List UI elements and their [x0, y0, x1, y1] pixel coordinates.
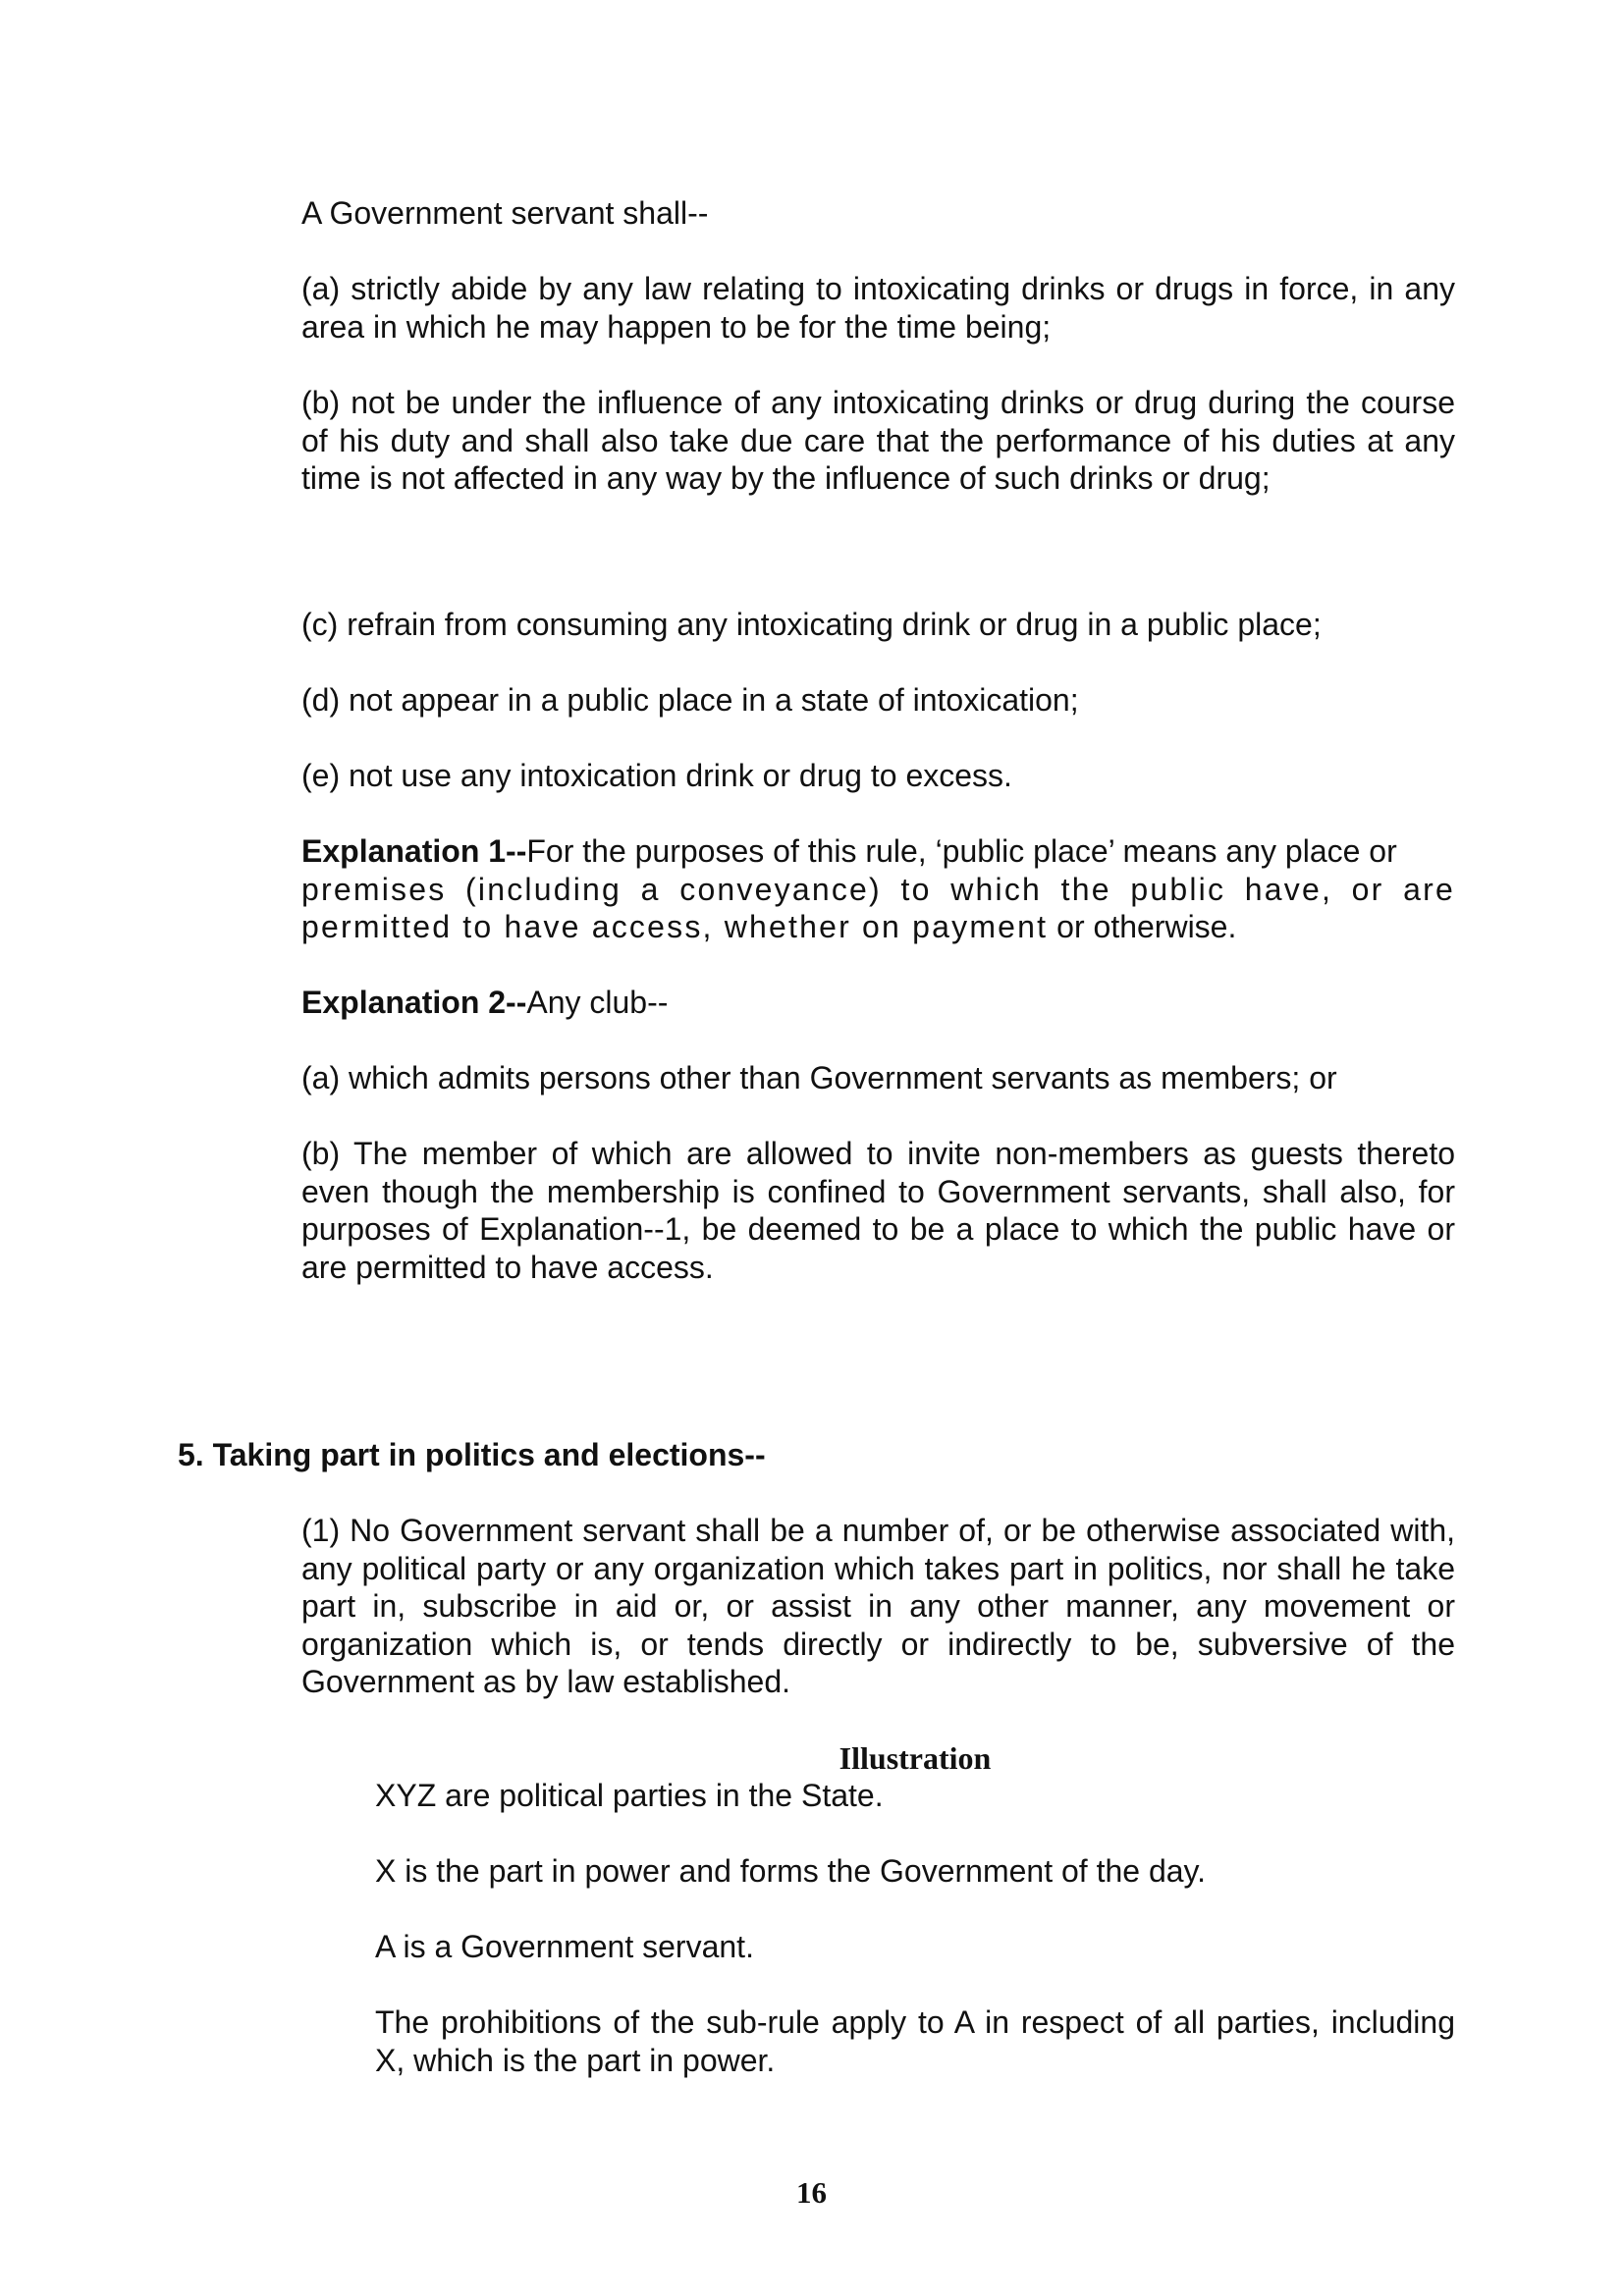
- section-5-heading: 5. Taking part in politics and elections--: [178, 1437, 766, 1472]
- explanation-1: [301, 832, 1455, 946]
- section-5-para-1: (1) No Government servant shall be a number of, or be otherwise associated with, any political party or any organization which takes part in politics, nor shall he take part in, subscribe in aid or, or assist in any other manner, any movement or organization which is, or tends directly or indirectly to be, subversive of the Government as by law established.: [301, 1513, 1455, 1699]
- explanation-2-label: Explanation 2--: [301, 985, 527, 1020]
- explanation-2-clause-b: (b) The member of which are allowed to invite non-members as guests thereto even though the membership is confined to Government servants, shall also, for purposes of Explanation--1, be deemed to be a place to which the public have or are permitted to have access.: [301, 1136, 1455, 1285]
- clause-c: (c) refrain from consuming any intoxicating drink or drug in a public place;: [301, 607, 1322, 642]
- illustration-title: Illustration: [839, 1740, 992, 1776]
- illustration-line-3: A is a Government servant.: [375, 1929, 754, 1964]
- explanation-1-line-1: [301, 832, 1455, 871]
- intro-text: A Government servant shall--: [301, 195, 709, 231]
- explanation-2-clause-a: (a) which admits persons other than Government servants as members; or: [301, 1060, 1337, 1095]
- explanation-1-label: Explanation 1--: [301, 833, 527, 869]
- clause-d: (d) not appear in a public place in a state of intoxication;: [301, 682, 1079, 718]
- explanation-1-line-2: premises (including a conveyance) to which the public have, or are: [301, 871, 1455, 907]
- illustration-line-1: XYZ are political parties in the State.: [375, 1778, 884, 1813]
- explanation-2: [301, 984, 1455, 1022]
- explanation-2-text: Any club--: [526, 985, 669, 1020]
- illustration-line-4: The prohibitions of the sub-rule apply to A in respect of all parties, including X, which is the part in power.: [375, 2004, 1455, 2078]
- clause-a: (a) strictly abide by any law relating to intoxicating drinks or drugs in force, in any area in which he may happen to be for the time being;: [301, 271, 1455, 345]
- clause-b: (b) not be under the influence of any intoxicating drinks or drug during the course of his duty and shall also take due care that the performance of his duties at any time is not affected in any way by the influence of such drinks or drug;: [301, 385, 1455, 496]
- explanation-1-text-line-1: For the purposes of this rule, ‘public place’ means any place or: [526, 833, 1397, 869]
- explanation-1-text-line-3-end: or otherwise.: [1048, 909, 1237, 944]
- explanation-1-line-3: [301, 908, 1455, 946]
- illustration-line-2: X is the part in power and forms the Government of the day.: [375, 1853, 1207, 1889]
- page-number: 16: [796, 2175, 827, 2210]
- explanation-1-text-line-3: permitted to have access, whether on payment: [301, 909, 1049, 944]
- clause-e: (e) not use any intoxication drink or drug to excess.: [301, 758, 1012, 793]
